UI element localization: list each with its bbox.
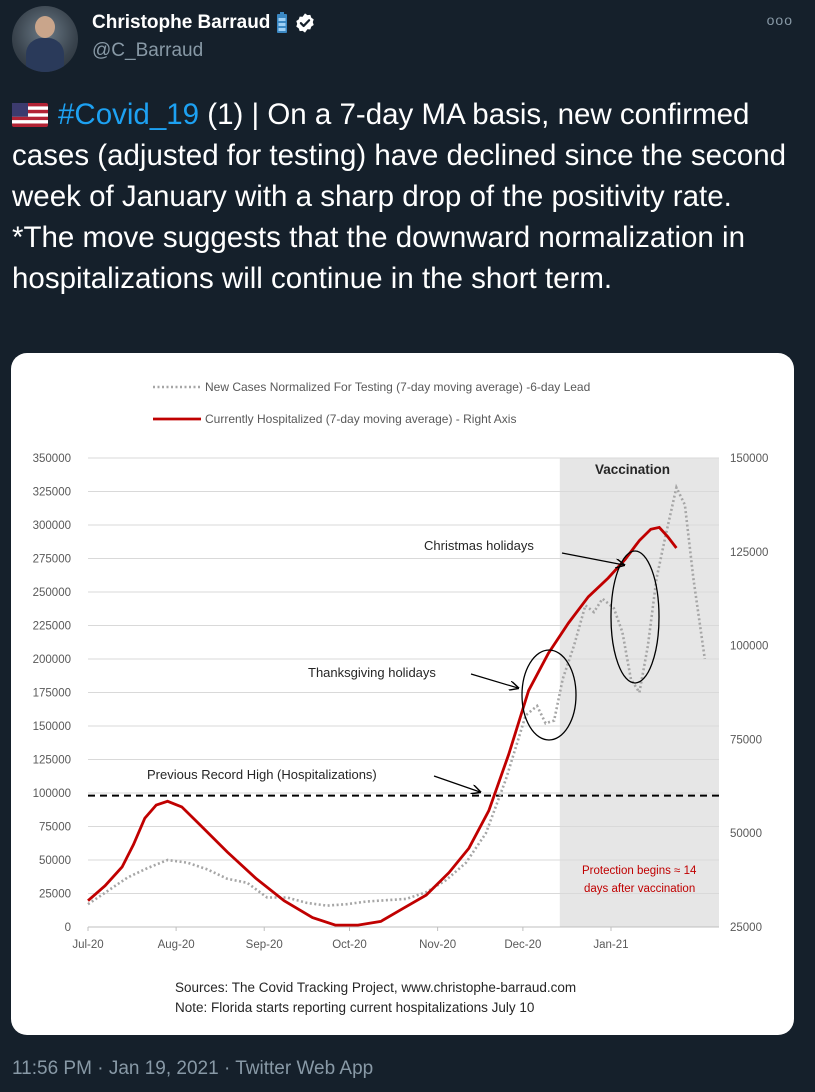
annotation-thanksgiving: Thanksgiving holidays — [308, 665, 436, 680]
author-handle[interactable]: @C_Barraud — [92, 40, 204, 61]
hashtag-link[interactable]: #Covid_19 — [58, 98, 200, 131]
tweet-source-app[interactable]: Twitter Web App — [235, 1058, 374, 1079]
author-name-row[interactable] — [92, 12, 316, 34]
avatar[interactable] — [12, 6, 78, 72]
x-tick-label: Sep-20 — [245, 939, 283, 951]
y-left-tick-label: 350000 — [32, 453, 71, 465]
y-left-tick-label: 75000 — [39, 821, 71, 834]
y-left-tick-label: 50000 — [39, 855, 71, 867]
y-right-tick-label: 100000 — [730, 640, 769, 653]
y-left-tick-label: 125000 — [32, 754, 71, 767]
x-tick-label: Jul-20 — [72, 939, 104, 951]
x-tick-label: Oct-20 — [332, 939, 367, 951]
y-left-tick-label: 150000 — [32, 721, 71, 733]
separator: · — [91, 1058, 109, 1079]
battery-icon — [276, 12, 288, 34]
y-right-tick-label: 25000 — [730, 922, 762, 934]
y-left-tick-label: 300000 — [32, 520, 71, 532]
legend-label-cases: New Cases Normalized For Testing (7-day moving average) -6-day Lead — [205, 380, 591, 394]
tweet-timestamp — [12, 1058, 373, 1080]
y-right-tick-label: 125000 — [730, 546, 769, 559]
tweet-time[interactable]: 11:56 PM — [12, 1058, 92, 1079]
avatar-body — [26, 38, 64, 72]
y-right-tick-label: 150000 — [730, 453, 769, 465]
us-flag-icon — [12, 103, 48, 127]
avatar-head — [35, 16, 55, 38]
chart-sources: Sources: The Covid Tracking Project, www.christophe-barraud.com — [175, 980, 577, 995]
legend-label-hospitalized: Currently Hospitalized (7-day moving average) - Right Axis — [205, 412, 517, 426]
annotation-vaccination: Vaccination — [595, 462, 671, 477]
verified-badge-icon — [294, 12, 316, 34]
y-left-tick-label: 275000 — [32, 553, 71, 566]
y-left-tick-label: 325000 — [32, 486, 71, 499]
y-right-tick-label: 50000 — [730, 828, 762, 841]
y-left-tick-label: 175000 — [32, 687, 71, 700]
y-left-tick-label: 0 — [64, 922, 71, 934]
record-arrow — [434, 776, 480, 792]
y-left-tick-label: 250000 — [32, 587, 71, 599]
x-tick-label: Aug-20 — [157, 939, 195, 951]
author-name[interactable]: Christophe Barraud — [92, 12, 271, 33]
chart-note: Note: Florida starts reporting current hospitalizations July 10 — [175, 1000, 535, 1015]
more-options-icon[interactable]: ooo — [766, 12, 793, 28]
y-left-tick-label: 200000 — [32, 654, 71, 666]
x-tick-label: Nov-20 — [419, 939, 457, 951]
tweet-date[interactable]: Jan 19, 2021 — [108, 1058, 219, 1079]
annotation-protection-line2: days after vaccination — [584, 883, 696, 895]
tweet-body-line2: *The move suggests that the downward normalization in hospitalizations will continue in the short term. — [12, 221, 745, 295]
x-tick-label: Dec-20 — [504, 939, 542, 951]
tweet-text — [12, 94, 804, 299]
tweet-body: (1) | On a 7-day MA basis, new confirmed cases (adjusted for testing) have declined since the second week of January with a sharp drop of the positivity rate. — [12, 98, 787, 213]
x-tick-label: Jan-21 — [593, 939, 629, 951]
annotation-protection-line1: Protection begins ≈ 14 — [582, 865, 697, 877]
y-left-tick-label: 100000 — [32, 788, 71, 800]
y-right-tick-label: 75000 — [730, 734, 762, 747]
separator: · — [218, 1058, 236, 1079]
chart — [11, 353, 794, 1035]
annotation-record-high: Previous Record High (Hospitalizations) — [147, 767, 377, 782]
annotation-christmas: Christmas holidays — [424, 538, 534, 553]
y-left-tick-label: 25000 — [39, 888, 71, 901]
thanksgiving-arrow — [471, 674, 518, 688]
media-image[interactable] — [11, 353, 794, 1035]
y-left-tick-label: 225000 — [32, 620, 71, 633]
